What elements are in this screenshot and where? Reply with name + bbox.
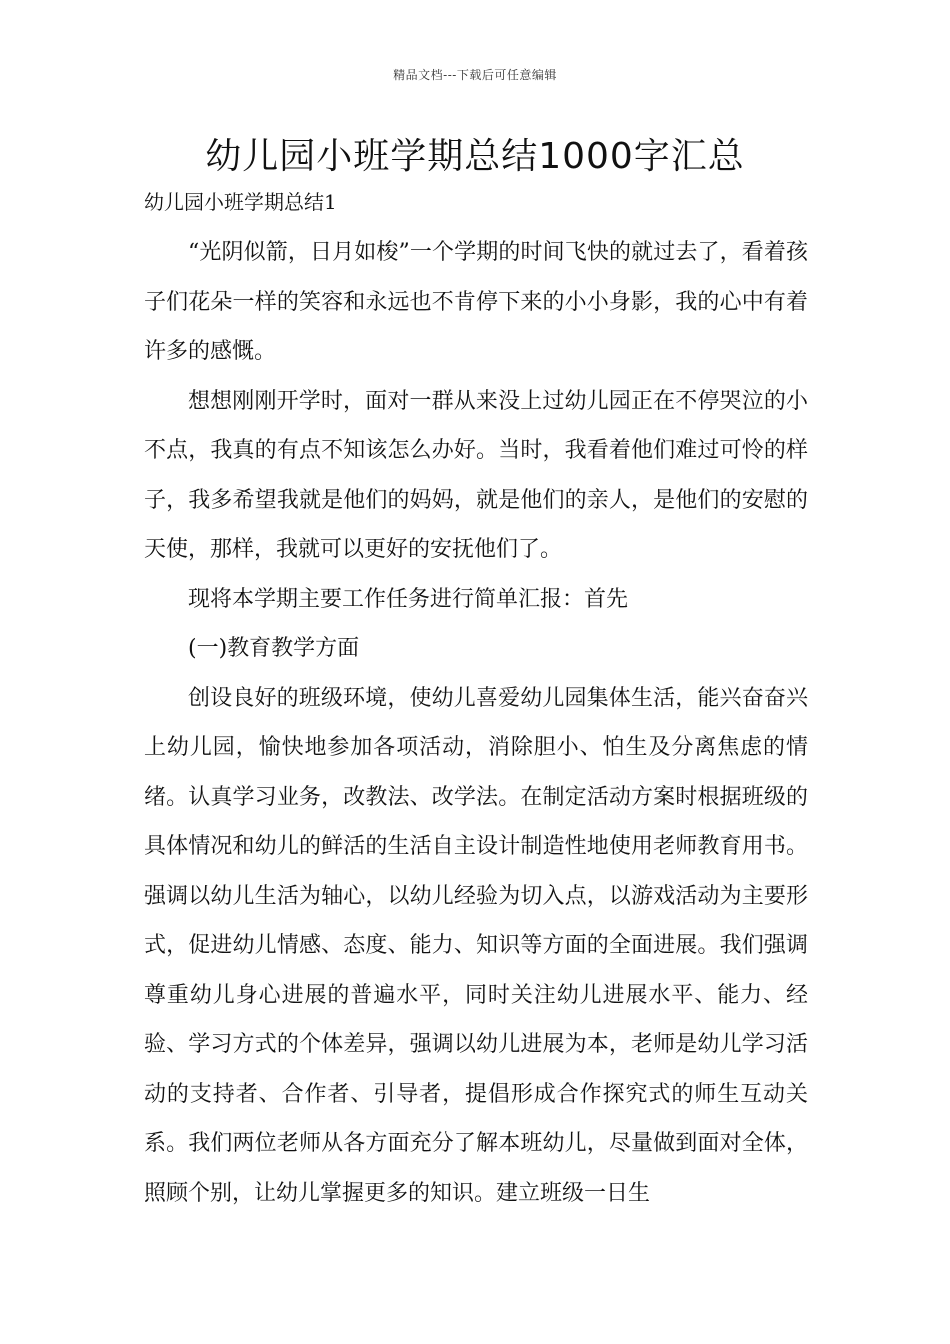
paragraph: 现将本学期主要工作任务进行简单汇报：首先 [188,586,629,612]
paragraph: “光阴似箭，日月如梭”一个学期的时间飞快的就过去了，看着孩子们花朵一样的笑容和永远也不肯停下来的小小身影，我的心中有着许多的感慨。 [144,240,808,364]
header-note: 精品文档---下载后可任意编辑 [393,68,557,82]
document-title: 幼儿园小班学期总结1000字汇总 [205,136,745,177]
paragraph: (一)教育教学方面 [188,636,360,661]
body-text [144,228,808,1218]
paragraph: 想想刚刚开学时，面对一群从来没上过幼儿园正在不停哭泣的小不点，我真的有点不知该怎么办好。当时，我看着他们难过可怜的样子，我多希望我就是他们的妈妈，就是他们的亲人，是他们的安慰的天使，那样，我就可以更好的安抚他们了。 [144,388,808,562]
section-heading: 幼儿园小班学期总结1 [144,190,337,214]
paragraph: 创设良好的班级环境，使幼儿喜爱幼儿园集体生活，能兴奋奋兴上幼儿园，愉快地参加各项活动，消除胆小、怕生及分离焦虑的情绪。认真学习业务，改教法、改学法。在制定活动方案时根据班级的具体情况和幼儿的鲜活的生活自主设计制造性地使用老师教育用书。强调以幼儿生活为轴心，以幼儿经验为切入点，以游戏活动为主要形式，促进幼儿情感、态度、能力、知识等方面的全面进展。我们强调尊重幼儿身心进展的普遍水平，同时关注幼儿进展水平、能力、经验、学习方式的个体差异，强调以幼儿进展为本，老师是幼儿学习活动的支持者、合作者、引导者，提倡形成合作探究式的师生互动关系。我们两位老师从各方面充分了解本班幼儿，尽量做到面对全体，照顾个别，让幼儿掌握更多的知识。建立班级一日生 [144,685,808,1206]
